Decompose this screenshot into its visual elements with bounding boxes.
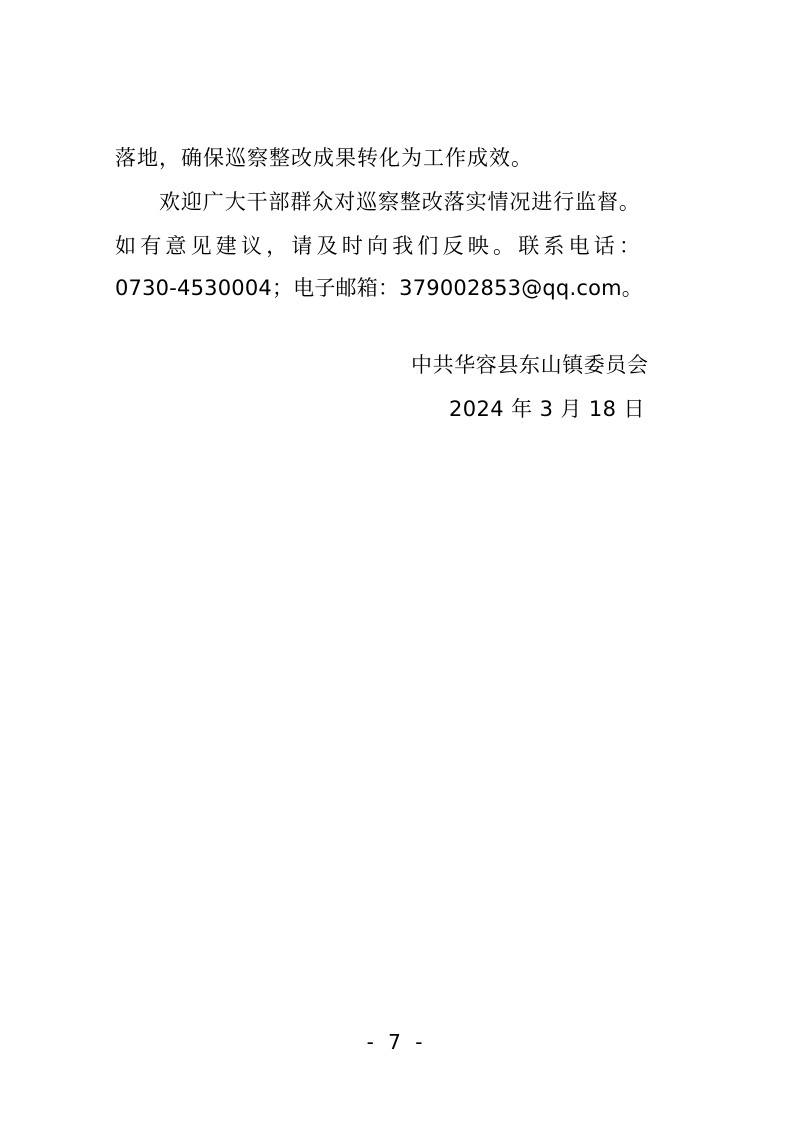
body-text-line-2: 欢迎广大干部群众对巡察整改落实情况进行监督。 — [159, 190, 641, 214]
signature-organization: 中共华容县东山镇委员会 — [411, 353, 649, 377]
page-number: - 7 - — [366, 1030, 427, 1054]
signature-date: 2024 年 3 月 18 日 — [449, 397, 645, 421]
body-text-line-4: 0730-4530004；电子邮箱：379002853@qq.com。 — [115, 276, 643, 300]
body-text-line-1: 落地，确保巡察整改成果转化为工作成效。 — [115, 146, 533, 170]
body-text-line-3: 如有意见建议，请及时向我们反映。联系电话： — [115, 234, 645, 258]
